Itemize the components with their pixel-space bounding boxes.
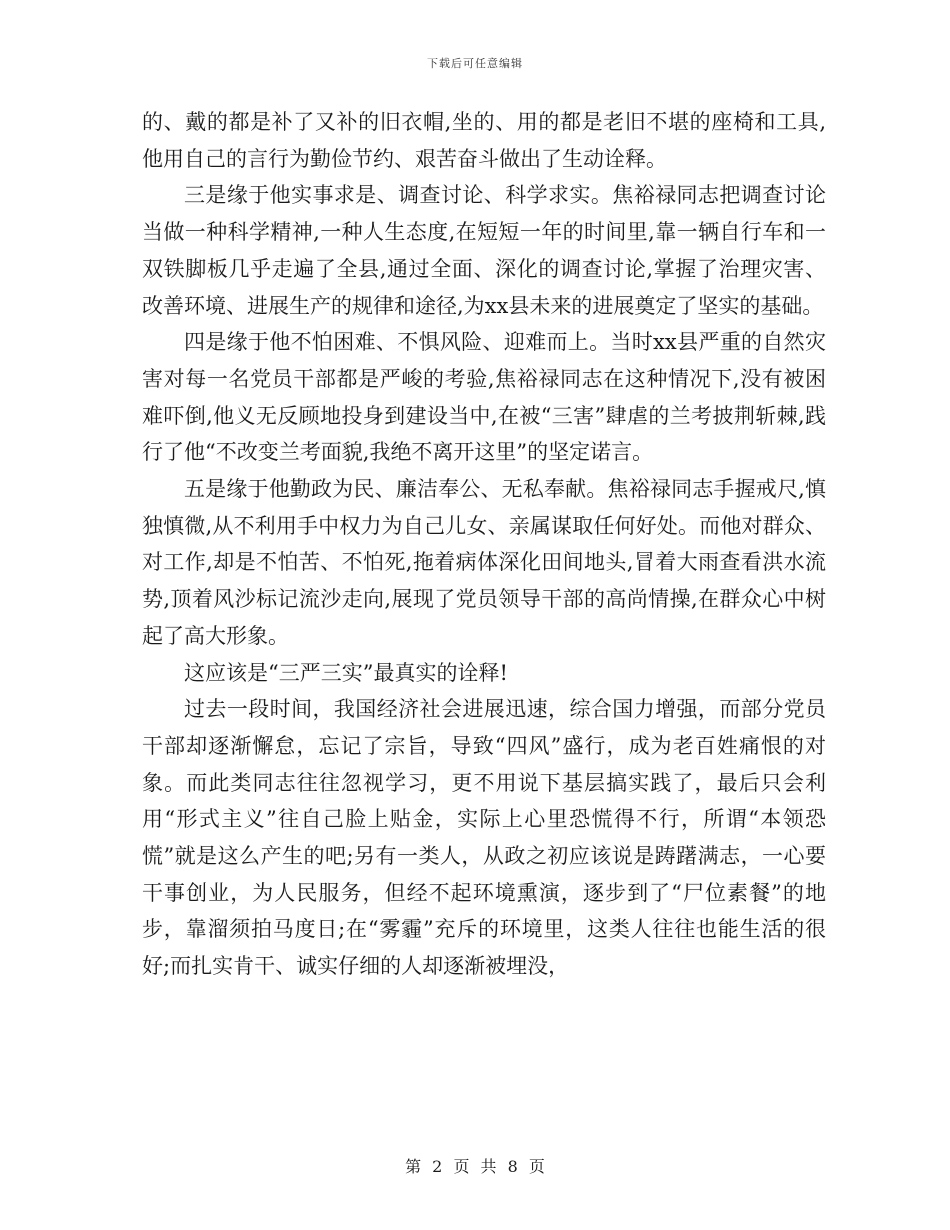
paragraph-discussion: 过去一段时间，我国经济社会进展迅速，综合国力增强，而部分党员干部却逐渐懈怠，忘记了宗旨，导致“四风”盛行，成为老百姓痛恨的对象。而此类同志往往忽视学习，更不用说下基层搞实践了，最后只会利用“形式主义”往自己脸上贴金，实际上心里恐慌得不行，所谓“本领恐慌”就是这么产生的吧;另有一类人，从政之初应该说是踌躇满志，一心要干事创业，为人民服务，但经不起环境熏演，逐步到了“尸位素餐”的地步，靠溜须拍马度日;在“雾霾”充斥的环境里，这类人往往也能生活的很好;而扎实肯干、诚实仔细的人却逐渐被埋没，	[142, 697, 826, 979]
page-number: 第 2 页 共 8 页	[405, 1157, 545, 1176]
paragraph-point-five: 五是缘于他勤政为民、廉洁奉公、无私奉献。焦裕禄同志手握戒尺,慎独慎微,从不利用手中权力为自己儿女、亲属谋取任何好处。而他对群众、对工作,却是不怕苦、不怕死,拖着病体深化田间地头,冒着大雨查看洪水流势,顶着风沙标记流沙走向,展现了党员领导干部的高尚情操,在群众心中树起了高大形象。	[142, 477, 826, 648]
paragraph-summary: 这应该是“三严三实”最真实的诠释!	[184, 660, 508, 685]
paragraph-point-three: 三是缘于他实事求是、调查讨论、科学求实。焦裕禄同志把调查讨论当做一种科学精神,一种人生态度,在短短一年的时间里,靠一辆自行车和一双铁脚板几乎走遍了全县,通过全面、深化的调查讨论,掌握了治理灾害、改善环境、进展生产的规律和途径,为xx县未来的进展奠定了坚实的基础。	[142, 183, 826, 318]
paragraph-point-four: 四是缘于他不怕困难、不惧风险、迎难而上。当时xx县严重的自然灾害对每一名党员干部都是严峻的考验,焦裕禄同志在这种情况下,没有被困难吓倒,他义无反顾地投身到建设当中,在被“三害”肆虐的兰考披荆斩棘,践行了他“不改变兰考面貌,我绝不离开这里”的坚定诺言。	[142, 330, 826, 465]
page-header: 下载后可任意编辑	[427, 57, 523, 70]
paragraph-continued: 的、戴的都是补了又补的旧衣帽,坐的、用的都是老旧不堪的座椅和工具,他用自己的言行为勤俭节约、艰苦奋斗做出了生动诠释。	[142, 110, 826, 171]
document-body	[142, 104, 826, 985]
